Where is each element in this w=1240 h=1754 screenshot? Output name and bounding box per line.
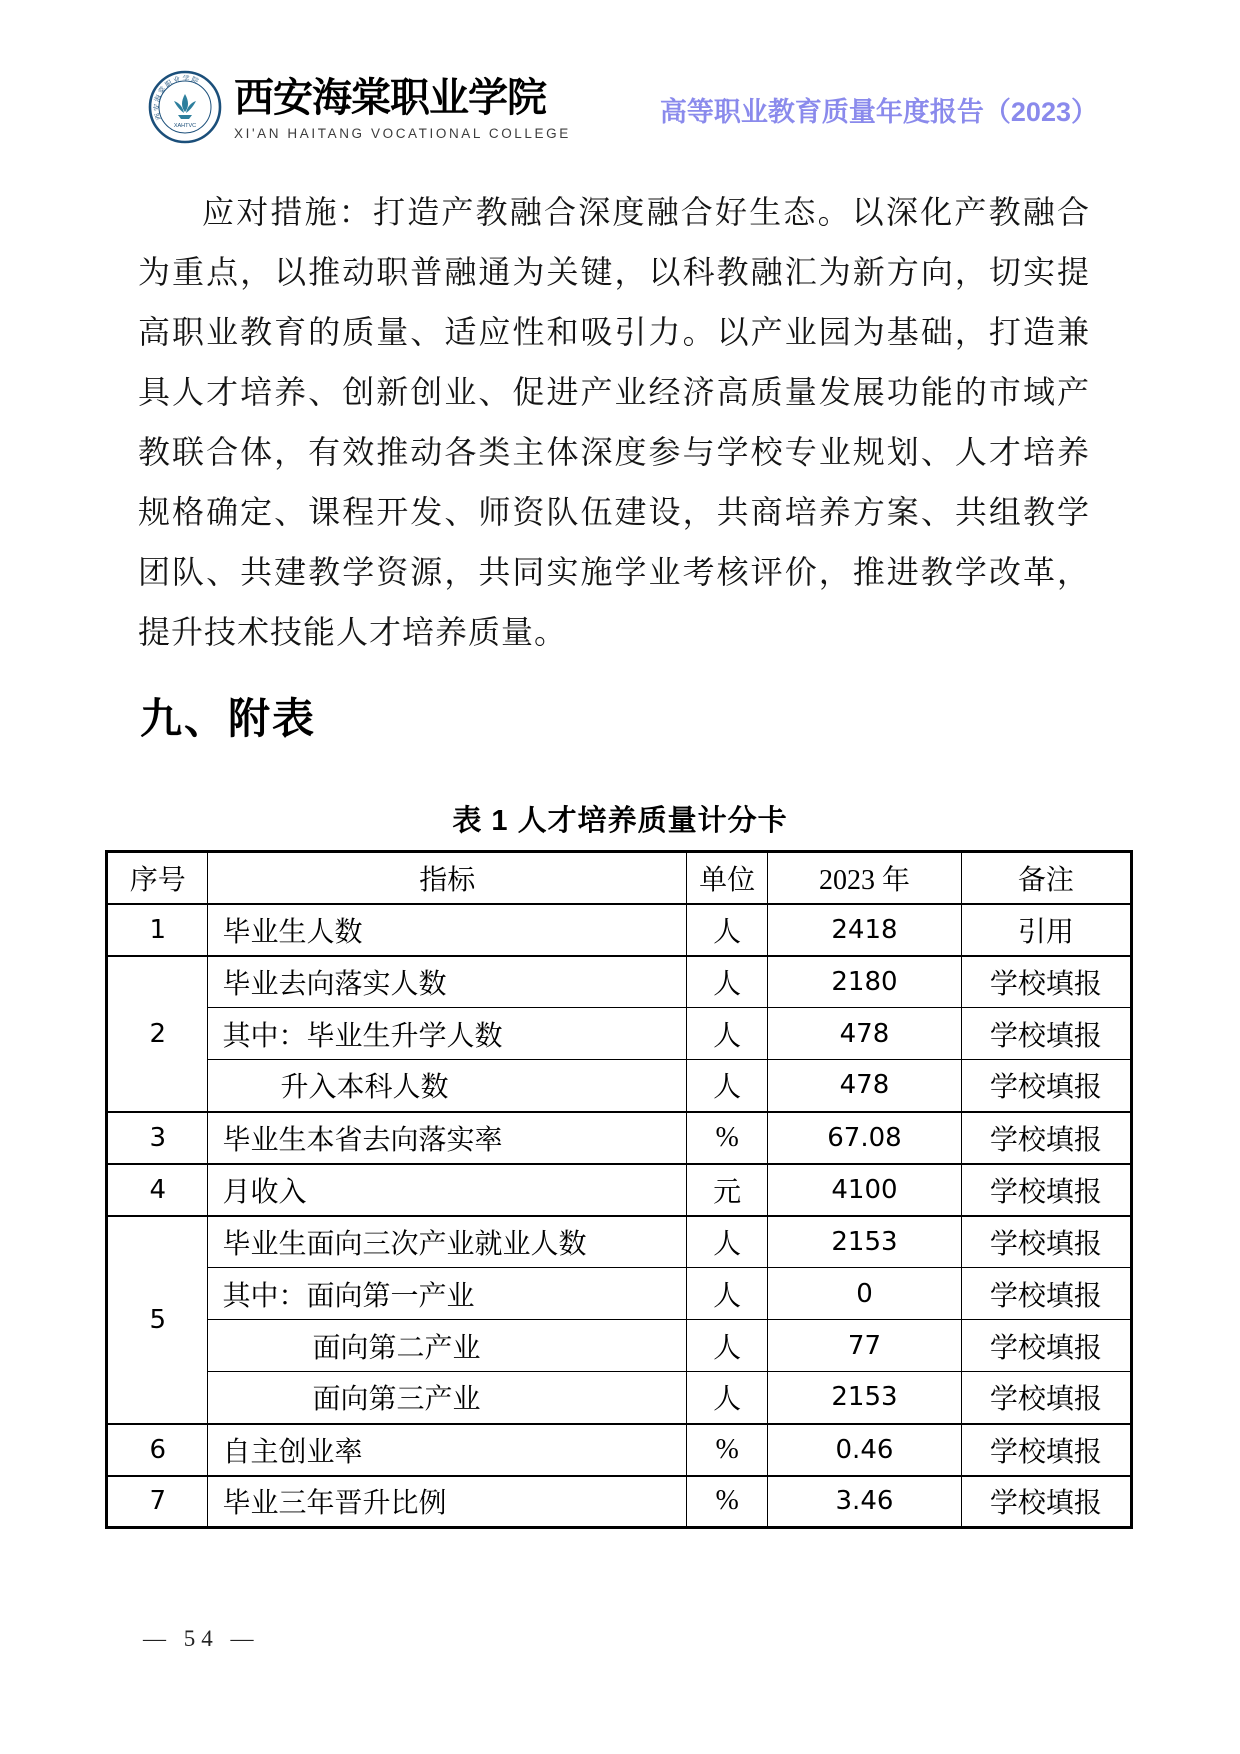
row-note: 学校填报 [961, 1268, 1131, 1320]
row-unit: 人 [687, 1268, 768, 1320]
table-row [107, 1320, 1132, 1372]
table-row [107, 1216, 1132, 1268]
column-header-year: 2023 年 [768, 852, 962, 904]
svg-text:西安海棠职业学院: 西安海棠职业学院 [151, 73, 202, 122]
row-unit: 人 [687, 1320, 768, 1372]
row-value: 4100 [768, 1164, 962, 1216]
column-header-note: 备注 [961, 852, 1131, 904]
quality-scorecard-table [105, 850, 1133, 1529]
row-value: 2180 [768, 956, 962, 1008]
page-number: — 54 — [143, 1626, 260, 1651]
row-indicator: 毕业去向落实人数 [208, 956, 687, 1008]
row-indicator: 毕业生面向三次产业就业人数 [208, 1216, 687, 1268]
row-value: 3.46 [768, 1476, 962, 1528]
row-note: 学校填报 [961, 1476, 1131, 1528]
row-unit: 人 [687, 1008, 768, 1060]
paragraph-line: 为重点，以推动职普融通为关键，以科教融汇为新方向，切实提 [138, 254, 1090, 290]
column-header-unit: 单位 [687, 852, 768, 904]
row-indicator: 面向第二产业 [208, 1320, 687, 1372]
row-unit: 人 [687, 1060, 768, 1112]
row-value: 2153 [768, 1216, 962, 1268]
row-no: 1 [107, 904, 208, 956]
row-note: 引用 [961, 904, 1131, 956]
row-indicator: 毕业生人数 [208, 904, 687, 956]
table-row [107, 1268, 1132, 1320]
college-seal-icon [148, 70, 222, 144]
row-note: 学校填报 [961, 956, 1131, 1008]
table-row [107, 904, 1132, 956]
row-no: 3 [107, 1112, 208, 1164]
row-value: 0 [768, 1268, 962, 1320]
row-note: 学校填报 [961, 1060, 1131, 1112]
row-unit: % [687, 1112, 768, 1164]
page-header [0, 0, 1240, 160]
row-note: 学校填报 [961, 1112, 1131, 1164]
paragraph-line: 具人才培养、创新创业、促进产业经济高质量发展功能的市域产 [138, 374, 1090, 410]
row-no: 4 [107, 1164, 208, 1216]
row-value: 478 [768, 1008, 962, 1060]
row-note: 学校填报 [961, 1320, 1131, 1372]
table-row [107, 1008, 1132, 1060]
report-title: 高等职业教育质量年度报告（2023） [659, 97, 1098, 127]
college-name: 西安海棠职业学院 [234, 75, 546, 120]
scorecard-table-container [105, 850, 1133, 1529]
row-value: 0.46 [768, 1424, 962, 1476]
paragraph-line: 团队、共建教学资源，共同实施学业考核评价，推进教学改革， [138, 554, 1090, 590]
row-no: 7 [107, 1476, 208, 1528]
table-row [107, 1424, 1132, 1476]
seal-flower-icon [174, 94, 196, 119]
row-unit: 元 [687, 1164, 768, 1216]
section-heading: 九、附表 [140, 695, 317, 742]
paragraph-line: 提升技术技能人才培养质量。 [138, 614, 568, 650]
row-no: 5 [107, 1216, 208, 1424]
row-indicator: 毕业三年晋升比例 [208, 1476, 687, 1528]
table-row [107, 1112, 1132, 1164]
row-indicator: 月收入 [208, 1164, 687, 1216]
college-brand [234, 74, 571, 141]
column-header-no: 序号 [107, 852, 208, 904]
table-row [107, 1164, 1132, 1216]
row-value: 67.08 [768, 1112, 962, 1164]
row-note: 学校填报 [961, 1424, 1131, 1476]
table-header-row [107, 852, 1132, 904]
column-header-indicator: 指标 [208, 852, 687, 904]
row-note: 学校填报 [961, 1372, 1131, 1424]
body-paragraph [138, 182, 1090, 662]
paragraph-line: 教联合体，有效推动各类主体深度参与学校专业规划、人才培养 [138, 434, 1090, 470]
row-indicator: 升入本科人数 [208, 1060, 687, 1112]
paragraph-line: 高职业教育的质量、适应性和吸引力。以产业园为基础，打造兼 [138, 314, 1090, 350]
row-value: 2153 [768, 1372, 962, 1424]
row-value: 77 [768, 1320, 962, 1372]
row-no: 6 [107, 1424, 208, 1476]
row-no: 2 [107, 956, 208, 1112]
row-unit: 人 [687, 1372, 768, 1424]
paragraph-line: 应对措施：打造产教融合深度融合好生态。以深化产教融合 [202, 194, 1090, 230]
row-note: 学校填报 [961, 1164, 1131, 1216]
paragraph-line: 规格确定、课程开发、师资队伍建设，共商培养方案、共组教学 [138, 494, 1090, 530]
row-unit: 人 [687, 956, 768, 1008]
row-value: 2418 [768, 904, 962, 956]
row-unit: % [687, 1476, 768, 1528]
row-indicator: 毕业生本省去向落实率 [208, 1112, 687, 1164]
row-indicator: 其中：面向第一产业 [208, 1268, 687, 1320]
row-indicator: 自主创业率 [208, 1424, 687, 1476]
table-row [107, 1372, 1132, 1424]
row-note: 学校填报 [961, 1216, 1131, 1268]
table-row [107, 956, 1132, 1008]
row-unit: 人 [687, 1216, 768, 1268]
row-unit: 人 [687, 904, 768, 956]
row-indicator: 面向第三产业 [208, 1372, 687, 1424]
table-title: 表 1 人才培养质量计分卡 [452, 805, 788, 837]
row-indicator: 其中：毕业生升学人数 [208, 1008, 687, 1060]
svg-text:XAHTVC: XAHTVC [173, 123, 197, 129]
row-value: 478 [768, 1060, 962, 1112]
table-row [107, 1476, 1132, 1528]
college-name-english: XI'AN HAITANG VOCATIONAL COLLEGE [234, 126, 571, 141]
row-unit: % [687, 1424, 768, 1476]
table-row [107, 1060, 1132, 1112]
row-note: 学校填报 [961, 1008, 1131, 1060]
